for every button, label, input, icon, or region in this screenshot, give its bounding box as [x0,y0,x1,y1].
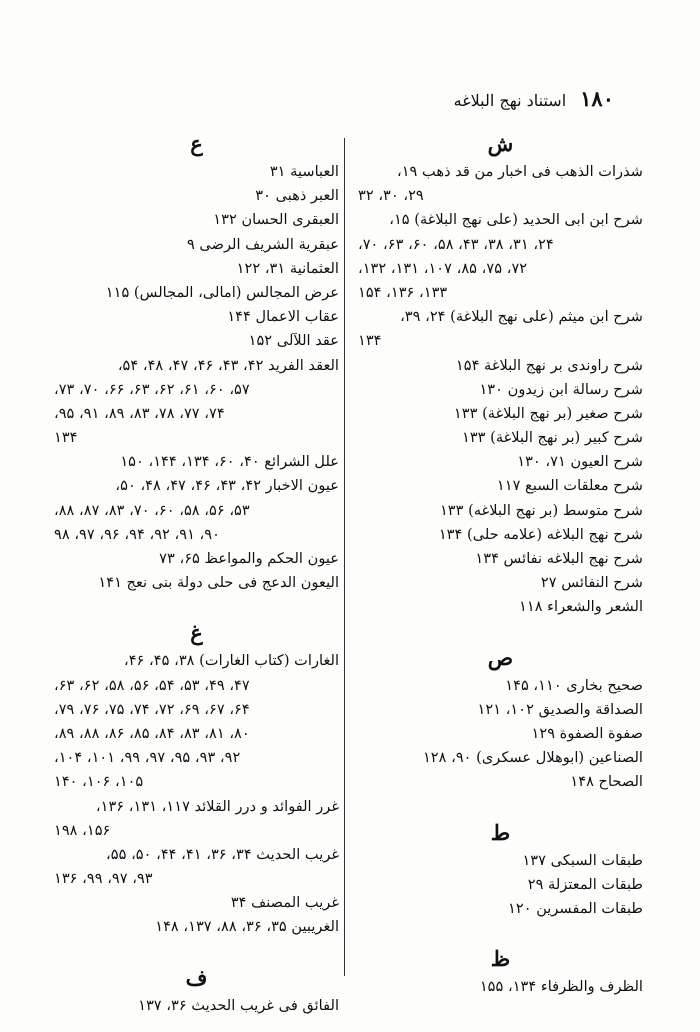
index-entry: عیون الاخبار ۴۲، ۴۳، ۴۶، ۴۷، ۴۸، ۵۰، [115,477,339,495]
index-entry: شرح النفائس ۲۷ [540,574,643,592]
index-column-right [358,128,643,999]
index-entry: طبقات المفسرین ۱۲۰ [508,899,643,917]
index-entry: طبقات السبکی ۱۳۷ [522,851,643,869]
index-entry: الشعر والشعراء ۱۱۸ [519,598,643,616]
section-gap [358,921,643,943]
index-entry: غریب الحدیث ۳۴، ۳۶، ۴۱، ۴۴، ۵۰، ۵۵، [106,845,339,863]
index-entry: عقاب الاعمال ۱۴۴ [227,308,339,326]
entry-continuation: ۹۳، ۹۷، ۹۹، ۱۳۶ [54,870,153,888]
index-entry: شرح رسالة ابن زیدون ۱۳۰ [479,380,643,398]
index-column-left [54,128,339,1018]
entry-continuation: ۱۰۵، ۱۰۶، ۱۴۰ [54,773,144,791]
index-entry: غرر الفوائد و درر القلائد ۱۱۷، ۱۳۱، ۱۳۶، [95,797,339,815]
entry-continuation: ۱۵۶، ۱۹۸ [54,821,111,839]
entry-continuation: ۲۹، ۳۰، ۳۲ [358,187,424,205]
entry-continuation: ۴۷، ۴۹، ۵۳، ۵۴، ۵۶، ۵۸، ۶۲، ۶۳، [54,676,250,694]
section-letter: ف [185,964,208,990]
section-gap [54,595,339,617]
index-entry: الصداقة والصدیق ۱۰۲، ۱۲۱ [477,700,643,718]
entry-continuation: ۱۳۴ [54,429,78,447]
entry-continuation: ۷۴، ۷۷، ۷۸، ۸۳، ۸۹، ۹۱، ۹۵، [54,404,225,422]
index-entry: شذرات الذهب فی اخبار من قد ذهب ۱۹، [397,163,643,180]
entry-continuation: ۷۲، ۷۵، ۸۵، ۱۰۷، ۱۳۱، ۱۳۲، [358,259,528,277]
column-divider [344,138,345,976]
index-entry: الغارات (کتاب الغارات) ۳۸، ۴۵، ۴۶، [124,652,339,670]
entry-continuation: ۲۴، ۳۱، ۳۸، ۴۳، ۵۸، ۶۰، ۶۳، ۷۰، [358,235,554,253]
entry-continuation: ۹۲، ۹۳، ۹۵، ۹۷، ۹۹، ۱۰۱، ۱۰۴، [54,749,241,767]
index-entry: علل الشرائع ۴۰، ۶۰، ۱۳۴، ۱۴۴، ۱۵۰ [120,453,339,471]
index-entry: شرح صغیر (بر نهج البلاغة) ۱۳۳ [453,404,643,422]
section-letter: ظ [490,946,511,972]
index-entry: شرح العیون ۷۱، ۱۳۰ [517,453,643,471]
section-gap [358,795,643,817]
index-entry: عبقریة الشریف الرضی ۹ [186,235,339,253]
entry-continuation: ۱۳۴ [358,332,382,350]
entry-continuation: ۹۰، ۹۱، ۹۲، ۹۴، ۹۶، ۹۷، ۹۸ [54,525,220,543]
index-entry: صحیح بخاری ۱۱۰، ۱۴۵ [505,676,643,694]
index-entry: صفوة الصفوة ۱۲۹ [531,724,643,742]
index-entry: عیون الحکم والمواعظ ۶۵، ۷۳ [159,550,339,567]
section-letter: غ [190,620,203,646]
index-entry: الغریبین ۳۵، ۳۶، ۸۸، ۱۳۷، ۱۴۸ [155,918,339,936]
index-entry: الصحاح ۱۴۸ [570,773,643,791]
index-entry: شرح معلقات السبع ۱۱۷ [496,477,643,495]
index-entry: شرح نهج البلاغه (علامه حلی) ۱۳۴ [438,525,643,543]
page-number: ۱۸۰ [580,86,614,111]
index-entry: الصناعین (ابوهلال عسکری) ۹۰، ۱۲۸ [422,749,643,767]
index-entry: شرح ابن ابی الحدید (علی نهج البلاغة) ۱۵، [389,211,643,229]
index-entry: غریب المصنف ۳۴ [230,894,339,912]
index-entry: العقد الفرید ۴۲، ۴۳، ۴۶، ۴۷، ۴۸، ۵۴، [117,356,339,374]
section-gap [54,940,339,962]
index-entry: شرح نهج البلاغه نفائس ۱۳۴ [475,550,643,567]
index-entry: شرح متوسط (بر نهج البلاغه) ۱۳۳ [439,501,643,519]
entry-continuation: ۵۳، ۵۶، ۵۸، ۶۰، ۷۰، ۸۳، ۸۷، ۸۸، [54,501,250,519]
page-header [454,86,614,111]
index-entry: عقد اللآلی ۱۵۲ [248,332,339,350]
index-entry: شرح کبیر (بر نهج البلاغة) ۱۳۳ [462,429,643,447]
index-entry: عرض المجالس (امالی، المجالس) ۱۱۵ [105,283,339,301]
entry-continuation: ۱۳۳، ۱۳۶، ۱۵۴ [358,283,448,301]
section-letter: ش [487,131,514,156]
section-gap [358,620,643,642]
entry-continuation: ۶۴، ۶۷، ۶۹، ۷۲، ۷۴، ۷۵، ۷۶، ۷۹، [54,700,250,718]
index-entry: العبقری الحسان ۱۳۲ [213,211,339,229]
entry-continuation: ۸۰، ۸۱، ۸۳، ۸۴، ۸۵، ۸۶، ۸۸، ۸۹، [54,724,250,742]
section-letter: ص [487,644,514,670]
index-entry: العثمانیة ۳۱، ۱۲۲ [236,259,339,277]
section-letter: ع [190,131,203,156]
section-letter: ط [490,819,511,845]
running-title: استناد نهج البلاغه [453,91,567,110]
index-entry: الیعون الدعج فی حلی دولة بنی نعج ۱۴۱ [98,574,339,592]
entry-continuation: ۵۷، ۶۰، ۶۱، ۶۲، ۶۳، ۶۶، ۷۰، ۷۳، [54,380,250,398]
index-entry: شرح ابن میثم (علی نهج البلاغة) ۲۴، ۳۹، [400,308,643,326]
index-entry: شرح راوندی بر نهج البلاغة ۱۵۴ [455,356,643,374]
index-entry: العبر ذهبی ۳۰ [255,187,339,205]
index-entry: الفائق فی غریب الحدیث ۳۶، ۱۳۷ [138,996,339,1014]
index-entry: طبقات المعتزلة ۲۹ [527,875,643,893]
index-entry: العباسیة ۳۱ [269,163,339,180]
index-entry: الظرف والظرفاء ۱۳۴، ۱۵۵ [479,978,643,996]
